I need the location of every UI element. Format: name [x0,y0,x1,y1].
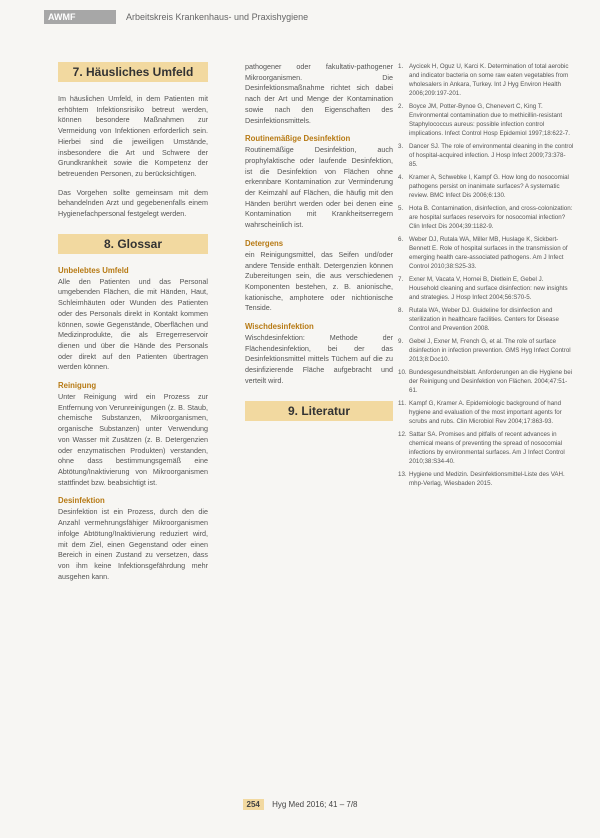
glossary-heading-detergens: Detergens [245,238,284,248]
column-middle [245,62,393,433]
reference-item [398,173,574,200]
glossary-text-detergens: ein Reinigungsmittel, das Seifen und/oder andere Tenside enthält. Detergenzien können Zubereitungen sein, die aus verschiedenen Komponenten bestehen, z. B. anionische, kationische, amphotere oder nichtionische Tenside. [245,249,393,313]
reference-number: 1. [398,63,404,70]
reference-text: Aycicek H, Oguz U, Karci K. Determination of total aerobic and indicator bacteria on some raw eaten vegetables from wholesalers in Ankara, Turkey. Int J Hyg Environ Health 2006;209:197-201. [409,63,569,97]
glossary-text-routine: Routinemäßige Desinfektion, auch prophylaktische oder laufende Desinfektion, ist die Desinfektion von Flächen ohne erkennbare Kontamination zur Verminderung der Keimzahl auf Flächen, die häufig mit den Händen berührt werden oder bei denen eine Kontamination mit Krankheitserregern wahrscheinlich ist. [245,145,393,230]
glossary-text-desinfektion: Desinfektion ist ein Prozess, durch den die Anzahl vermehrungsfähiger Mikroorganismen infolge Abtötung/Inaktivierung reduziert wird, mit dem Ziel, einen Gegenstand oder einen Bereich in einen Zustand zu versetzen, dass von ihm keine Infektionsgefährdung mehr ausgehen kann. [58,507,208,581]
reference-item [398,470,574,488]
reference-number: 10. [398,369,407,376]
column-left [58,62,208,590]
reference-number: 5. [398,205,404,212]
reference-item [398,399,574,426]
glossary-heading-routine: Routinemäßige Desinfektion [245,134,351,144]
section-7-title: 7. Häusliches Umfeld [58,62,208,82]
journal-citation: Hyg Med 2016; 41 – 7/8 [272,800,358,809]
reference-number: 11. [398,400,407,407]
reference-text: Hota B. Contamination, disinfection, and cross-colonization: are hospital surfaces reservoirs for nosocomial infection? Clin Infect Dis 2004;39:1182-9. [409,205,573,230]
reference-text: Kampf G, Kramer A. Epidemiologic background of hand hygiene and evaluation of the most important agents for scrubs and rubs. Clin Microbiol Rev 2004;17:863-93. [409,400,562,425]
glossary-heading-reinigung: Reinigung [58,381,97,391]
reference-number: 2. [398,103,404,110]
brand-label: AWMF [44,10,116,24]
reference-item [398,235,574,271]
reference-number: 3. [398,143,404,150]
glossary-heading-desinfektion: Desinfektion [58,496,105,506]
continued-paragraph: pathogener oder fakultativ-pathogener Mikroorganismen. Die Desinfektionsmaßnahme richtet sich dabei nach der Art und Menge der Kontamination sowie nach den Eigenschaften des Desinfektionsmittels. [245,62,393,125]
reference-number: 13. [398,471,407,478]
section-9-title: 9. Literatur [245,401,393,421]
reference-text: Hygiene und Medizin. Desinfektionsmittel-Liste des VAH. mhp-Verlag, Wiesbaden 2015. [409,471,565,487]
reference-text: Sattar SA. Promises and pitfalls of recent advances in chemical means of preventing the spread of nosocomial infections by environmental surfaces. Am J Infect Control 2010;38:S34-40. [409,431,565,465]
reference-text: Gebel J, Exner M, French G, et al. The role of surface disinfection in infection prevention. GMS Hyg Infect Control 2013;8:Doc10. [409,338,571,363]
reference-text: Weber DJ, Rutala WA, Miller MB, Huslage K, Sickbert-Bennett E. Role of hospital surfaces in the transmission of emerging health care-associated pathogens. Am J Infect Control 2010;38:S25-33. [409,236,568,270]
reference-item [398,306,574,333]
glossary-heading-unbelebt: Unbelebtes Umfeld [58,265,129,275]
page-number: 254 [243,799,264,810]
glossary-heading-wisch: Wischdesinfektion [245,322,314,332]
reference-number: 9. [398,338,404,345]
reference-number: 7. [398,276,404,283]
column-references [398,62,574,492]
reference-item [398,275,574,302]
reference-item [398,337,574,364]
reference-list [398,62,574,488]
reference-text: Bundesgesundheitsblatt. Anforderungen an die Hygiene bei der Reinigung und Desinfektion von Flächen. 2004;47:51-61. [409,369,573,394]
reference-number: 12. [398,431,407,438]
reference-item [398,430,574,466]
glossary-text-unbelebt: Alle den Patienten und das Personal umgebenden Flächen, die mit Händen, Haut, Schleimhäuten oder Wunden des Patienten oder des Personals direkt in Kontakt kommen können, sowie Gegenstände, Oberflächen und Medizinprodukte, die als Erregerreservoir dienen und über die Hände des Personals oder direkt auf den Patienten übertragen werden können. [58,276,208,372]
reference-text: Kramer A, Schwebke I, Kampf G. How long do nosocomial pathogens persist on inanimate surfaces? A systematic review. BMC Infect Dis 2006;6:130. [409,174,569,199]
glossary-text-reinigung: Unter Reinigung wird ein Prozess zur Entfernung von Verunreinigungen (z. B. Staub, chemische Substanzen, Mikroorganismen, organische Substanzen) unter Verwendung von Wasser mit Zusätzen (z. B. Detergenzien oder enzymatischen Produkten) verstanden, ohne dass bestimmungsgemäß eine Abtötung/Inaktivierung von Mikroorganismen stattfindet bzw. beabsichtigt ist. [58,392,208,487]
reference-number: 8. [398,307,404,314]
reference-text: Rutala WA, Weber DJ. Guideline for disinfection and sterilization in healthcare facilities. Centers for Disease Control and Prevention 2008. [409,307,559,332]
glossary-text-wisch: Wischdesinfektion: Methode der Flächendesinfektion, bei der das Desinfektionsmittel mittels Tüchern auf die zu desinfizierende Fläche aufgebracht und verteilt wird. [245,333,393,385]
reference-item [398,368,574,395]
reference-text: Exner M, Vacata V, Hornei B, Dietlein E, Gebel J. Household cleaning and surface disinfection: new insights and strategies. J Hosp Infect 2004;56:S70-5. [409,276,568,301]
reference-item [398,204,574,231]
section-7-paragraph-1: Im häuslichen Umfeld, in dem Patienten mit erhöhtem Infektionsrisiko betreut werden, können besondere Maßnahmen zur Vermeidung von Infektionen erforderlich sein. Hierbei sind die jeweiligen Umstände, insbesondere die Art und Schwere der Grundkrankheit sowie die Kompetenz der betreuenden Personen, zu berücksichtigen. [58,94,208,178]
section-8-title: 8. Glossar [58,234,208,254]
reference-number: 4. [398,174,404,181]
page-header [0,0,600,30]
reference-item [398,62,574,98]
reference-item [398,142,574,169]
reference-text: Boyce JM, Potter-Bynoe G, Chenevert C, King T. Environmental contamination due to methicillin-resistant Staphylococcus aureus: possible infection control implications. Infect Control Hosp Epidemiol 1997;18:622-7. [409,103,570,137]
reference-item [398,102,574,138]
reference-text: Dancer SJ. The role of environmental cleaning in the control of hospital-acquired infection. J Hosp Infect 2009;73:378-85. [409,143,574,168]
reference-number: 6. [398,236,404,243]
section-7-paragraph-2: Das Vorgehen sollte gemeinsam mit dem behandelnden Arzt und gegebenenfalls einem Hygienefachpersonal festgelegt werden. [58,187,208,219]
header-title: Arbeitskreis Krankenhaus- und Praxishygiene [126,12,309,22]
page-footer [0,800,600,809]
